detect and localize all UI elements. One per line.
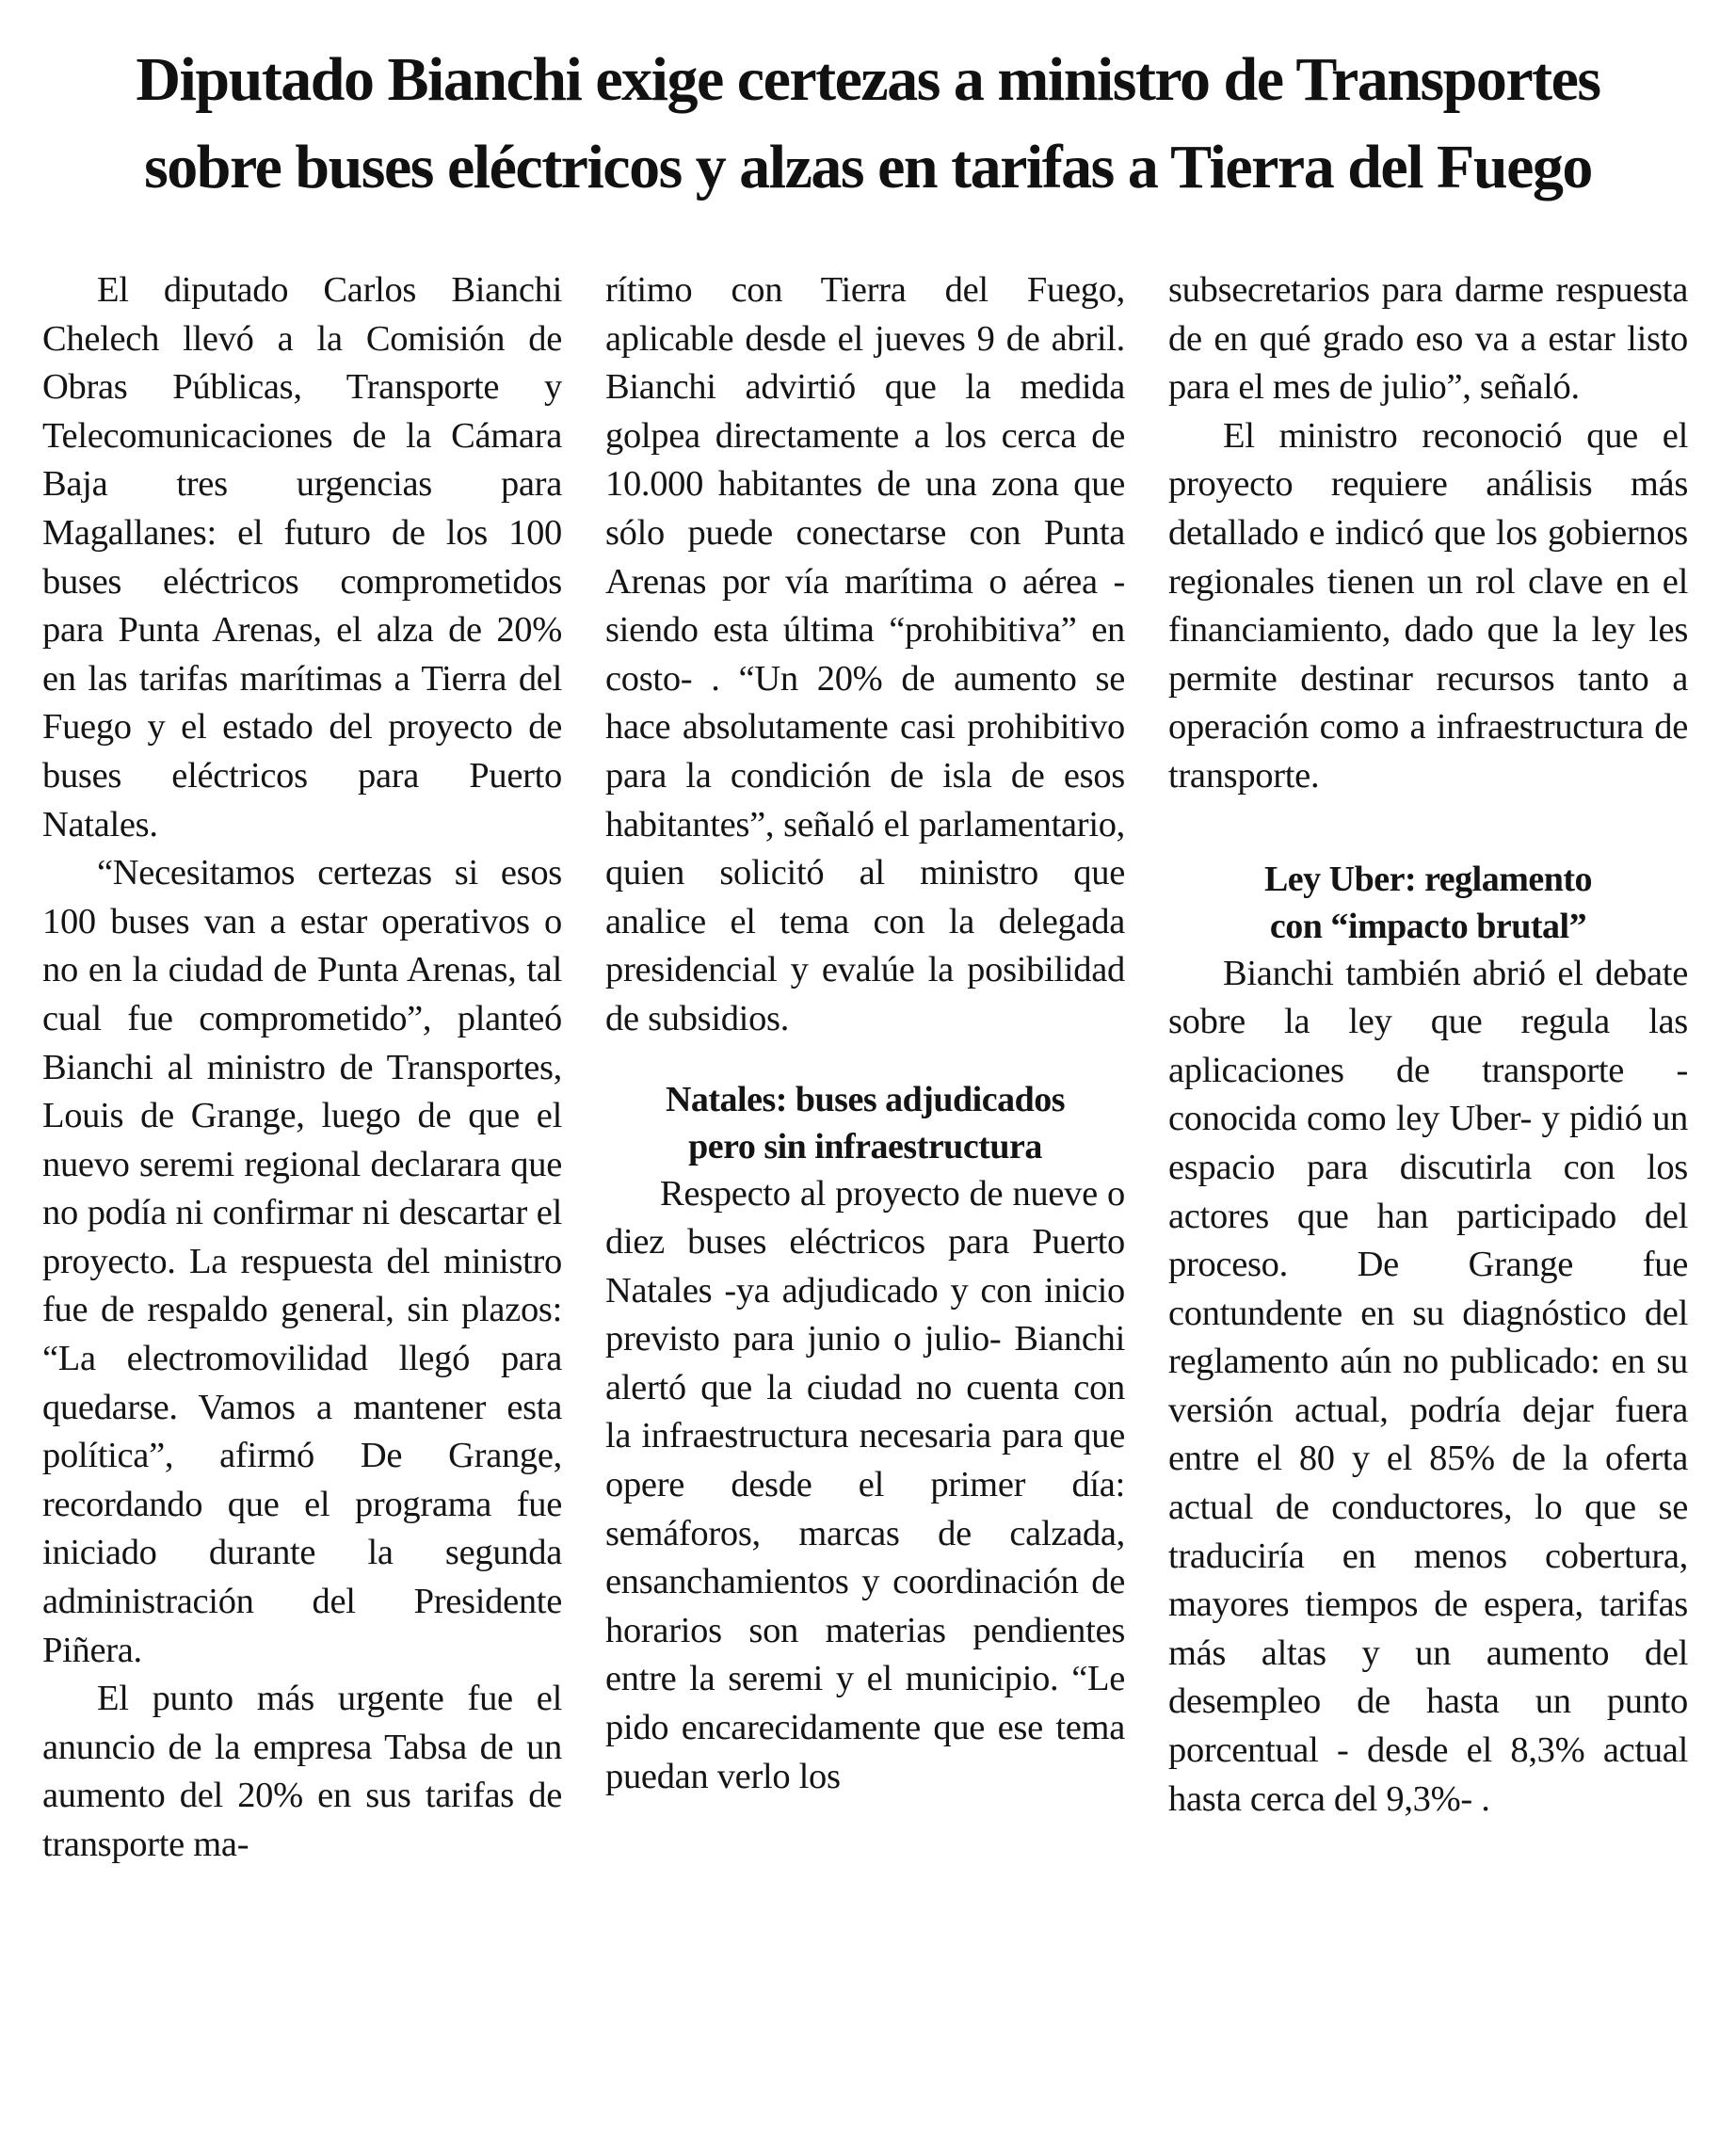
subheading-line: Ley Uber: reglamento	[1263, 859, 1593, 899]
paragraph: El diputado Carlos Bianchi Chelech llevó a la Comisión de Obras Públicas, Transporte y Telecomunicaciones de la Cámara Baja tres urgencias para Magallanes: el futuro de los 100 buses eléctricos comprometidos para Punta Arenas, el alza de 20% en las tarifas marítimas a Tierra del Fuego y el estado del proyecto de buses eléctricos para Puerto Natales.	[42, 270, 562, 844]
subheading-line: Natales: buses adjudicados	[665, 1079, 1066, 1119]
subheading-natales	[605, 1076, 1125, 1170]
headline	[38, 36, 1698, 211]
subheading-line: con “impacto brutal”	[1269, 906, 1587, 946]
paragraph: El punto más urgente fue el anuncio de la empresa Tabsa de un aumento del 20% en sus tarifas de transporte ma-	[42, 1679, 562, 1864]
column-1	[42, 266, 562, 2116]
paragraph: subsecretarios para darme respuesta de en qué grado eso va a estar listo para el mes de julio”, señaló.	[1168, 270, 1688, 408]
column-2	[605, 266, 1125, 2116]
subheading-line: pero sin infraestructura	[688, 1126, 1042, 1166]
paragraph: “Necesitamos certezas si esos 100 buses van a estar operativos o no en la ciudad de Punta Arenas, tal cual fue comprometido”, planteó Bianchi al ministro de Transportes, Louis de Grange, luego de que el nuevo seremi regional declarara que no podía ni confirmar ni descartar el proyecto. La respuesta del ministro fue de respaldo general, sin plazos: “La electromovilidad llegó para quedarse. Vamos a mantener esta política”, afirmó De Grange, recordando que el programa fue iniciado durante la segunda administración del Presidente Piñera.	[42, 853, 562, 1670]
paragraph: Bianchi también abrió el debate sobre la ley que regula las aplicaciones de transporte - conocida como ley Uber- y pidió un espacio para discutirla con los actores que han participado del proceso. De Grange fue contundente en su diagnóstico del reglamento aún no publicado: en su versión actual, podría dejar fuera entre el 80 y el 85% de la oferta actual de conductores, lo que se traduciría en menos cobertura, mayores tiempos de espera, tarifas más altas y un aumento del desempleo de hasta un punto porcentual - desde el 8,3% actual hasta cerca del 9,3%- .	[1168, 953, 1688, 1819]
paragraph: rítimo con Tierra del Fuego, aplicable desde el jueves 9 de abril. Bianchi advirtió que la medida golpea directamente a los cerca de 10.000 habitantes de una zona que sólo puede conectarse con Punta Arenas por vía marítima o aérea -siendo esta última “prohibitiva” en costo- . “Un 20% de aumento se hace absolutamente casi prohibitivo para la condición de isla de esos habitantes”, señaló el parlamentario, quien solicitó al ministro que analice el tema con la delegada presidencial y evalúe la posibilidad de subsidios.	[605, 270, 1125, 1038]
headline-line-2: sobre buses eléctricos y alzas en tarifas a Tierra del Fuego	[144, 133, 1592, 201]
headline-line-1: Diputado Bianchi exige certezas a ministro de Transportes	[136, 45, 1600, 114]
column-3	[1168, 266, 1688, 2116]
subheading-ley-uber	[1168, 856, 1688, 950]
paragraph: Respecto al proyecto de nueve o diez buses eléctricos para Puerto Natales -ya adjudicado y con inicio previsto para junio o julio- Bianchi alertó que la ciudad no cuenta con la infraestructura necesaria para que opere desde el primer día: semáforos, marcas de calzada, ensanchamientos y coordinación de horarios son materias pendientes entre la seremi y el municipio. “Le pido encarecidamente que ese tema puedan verlo los	[605, 1173, 1125, 1796]
paragraph: El ministro reconoció que el proyecto requiere análisis más detallado e indicó que los gobiernos regionales tienen un rol clave en el financiamiento, dado que la ley les permite destinar recursos tanto a operación como a infraestructura de transporte.	[1168, 415, 1688, 796]
